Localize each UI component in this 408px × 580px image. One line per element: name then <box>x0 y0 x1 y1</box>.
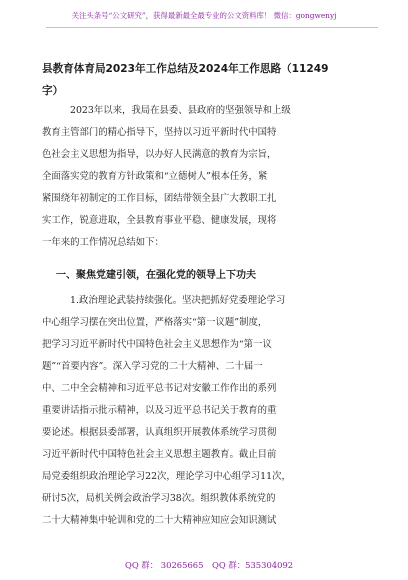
title-line-2: 字） <box>42 85 64 97</box>
footer-qq-group-1: QQ 群： 30265665 <box>125 560 204 570</box>
section-heading: 一、聚焦党建引领，在强化党的领导上下功夫 <box>56 270 256 281</box>
section-line: 重要讲话指示批示精神，以及习近平总书记关于教育的重 <box>42 405 277 416</box>
section-line: 1.政治理论武装持续强化。坚决把抓好党委理论学习 <box>70 295 286 306</box>
section-line: 局党委组织政治理论学习22次，理论学习中心组学习11次， <box>42 471 291 482</box>
intro-line: 一年来的工作情况总结如下： <box>42 237 164 248</box>
section-line: 二十大精神集中轮训和党的二十大精神应知应会知识测试 <box>42 515 277 526</box>
document-title <box>42 58 372 102</box>
intro-line: 色社会主义思想为指导，以办好人民满意的教育为宗旨， <box>42 149 277 160</box>
intro-line: 全面落实党的教育方针政策和“立德树人”根本任务，紧 <box>42 171 268 182</box>
header-divider <box>46 27 378 28</box>
intro-line: 2023年以来，我局在县委、县政府的坚强领导和上级 <box>70 105 291 116</box>
intro-line: 教育主管部门的精心指导下，坚持以习近平新时代中国特 <box>42 127 277 138</box>
section-line: 中、二中全会精神和习近平总书记对安徽工作作出的系列 <box>42 383 277 394</box>
intro-line: 实工作，锐意进取，全县教育事业平稳、健康发展，现将 <box>42 215 277 226</box>
section-line: 研讨5次，局机关例会政治学习38次。组织教体系统党的 <box>42 493 276 504</box>
section-line: 中心组学习摆在突出位置，严格落实“第一议题”制度， <box>42 317 268 328</box>
section-line: 把学习习近平新时代中国特色社会主义思想作为“第一议 <box>42 339 272 350</box>
header-banner: 关注头条号“公文研究”，获得最新最全最专业的公文资料库！ 微信：gongwenyj <box>71 11 337 20</box>
section-line: 题”“首要内容”。深入学习党的二十大精神、二十届一 <box>42 361 263 372</box>
section-line: 习近平新时代中国特色社会主义思想主题教育。截止目前 <box>42 449 277 460</box>
section-line: 要论述。根据县委部署，认真组织开展教体系统学习贯彻 <box>42 427 277 438</box>
title-line-1: 县教育体育局2023年工作总结及2024年工作思路（11249 <box>42 63 329 75</box>
intro-line: 紧围绕年初制定的工作目标，团结带领全县广大教职工扎 <box>42 193 277 204</box>
footer-qq-group-2: QQ 群：535304092 <box>212 560 294 570</box>
